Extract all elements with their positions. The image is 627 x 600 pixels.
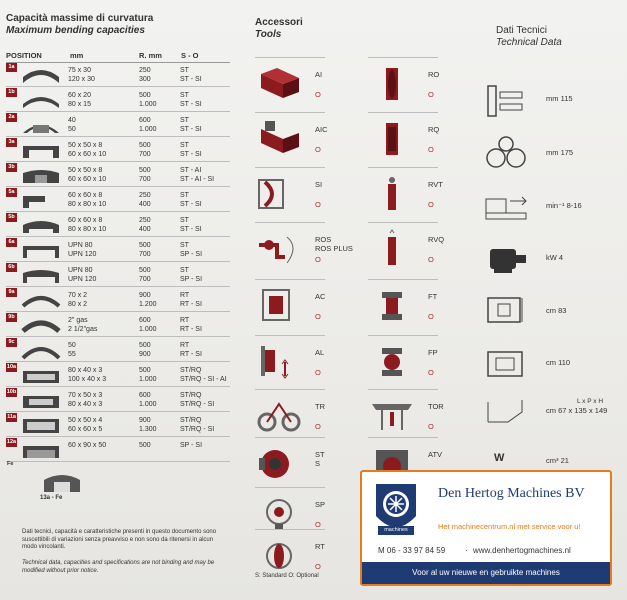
tool-image-icon bbox=[368, 396, 422, 434]
table-row bbox=[6, 63, 230, 87]
table-row bbox=[6, 438, 230, 462]
tool-rq bbox=[368, 115, 478, 163]
tool-image-icon bbox=[255, 444, 309, 482]
tool-fp bbox=[368, 338, 478, 386]
profile-section-icon bbox=[19, 290, 63, 310]
company-website: www.denhertogmachines.nl bbox=[473, 546, 571, 555]
tech-value: cm 67 x 135 x 149 bbox=[546, 406, 608, 415]
radius-mm: 600 1.000 bbox=[139, 392, 157, 408]
tool-availability: O bbox=[315, 200, 321, 209]
radius-mm: 600 1.000 bbox=[139, 117, 157, 133]
tool-ros bbox=[255, 225, 365, 273]
tool-code: RVQ bbox=[428, 235, 445, 244]
standard-optional: ST/RQ ST/RQ - SI bbox=[180, 417, 215, 433]
standard-optional: ST ST - SI bbox=[180, 192, 202, 208]
tool-availability: O bbox=[315, 255, 321, 264]
tech-spec-icon bbox=[482, 239, 538, 279]
position-badge: 3b bbox=[6, 163, 17, 172]
tech-value: cm 83 bbox=[546, 306, 567, 315]
tech-title-it: Dati Tecnici bbox=[496, 25, 547, 36]
standard-optional: ST ST - SI bbox=[180, 117, 202, 133]
tool-availability: O bbox=[315, 312, 321, 321]
tool-availability: O bbox=[428, 312, 434, 321]
tech-spec-icon bbox=[482, 187, 538, 227]
tool-image-icon bbox=[255, 536, 309, 574]
position-badge: 6b bbox=[6, 263, 17, 272]
tech-spec-icon bbox=[482, 80, 538, 120]
tool-si bbox=[255, 170, 365, 218]
profile-section-icon bbox=[19, 415, 63, 435]
standard-optional: RT RT - SI bbox=[180, 342, 202, 358]
radius-mm: 500 bbox=[139, 442, 151, 449]
radius-mm: 250 400 bbox=[139, 217, 151, 233]
tool-availability: O bbox=[428, 368, 434, 377]
tools-title-en: Tools bbox=[255, 29, 282, 40]
tech-value: min⁻¹ 8-16 bbox=[546, 201, 582, 210]
tool-code: FT bbox=[428, 292, 438, 301]
radius-mm: 500 1.000 bbox=[139, 367, 157, 383]
tool-availability: O bbox=[428, 255, 434, 264]
profile-13a-icon bbox=[40, 472, 84, 494]
table-row bbox=[6, 263, 230, 287]
tool-code: RO bbox=[428, 70, 440, 79]
table-row bbox=[6, 413, 230, 437]
tool-availability: O bbox=[315, 562, 321, 571]
badge-13a: 13a - Fe bbox=[40, 495, 63, 501]
dimension-mm: 40 50 bbox=[68, 117, 76, 133]
standard-optional: RT RT - SI bbox=[180, 317, 202, 333]
tech-value: cm³ 21 bbox=[546, 456, 569, 465]
dealer-logo-card bbox=[360, 470, 612, 586]
standard-optional: ST/RQ ST/RQ - SI bbox=[180, 392, 215, 408]
col-mm: mm bbox=[70, 51, 84, 60]
tool-availability: O bbox=[315, 422, 321, 431]
profile-section-icon bbox=[19, 390, 63, 410]
tool-image-icon bbox=[255, 342, 309, 380]
tool-image-icon bbox=[255, 229, 309, 267]
dimension-mm: 50 55 bbox=[68, 342, 76, 358]
tool-image-icon bbox=[368, 119, 422, 157]
tool-code: ATV bbox=[428, 450, 443, 459]
table-row bbox=[6, 138, 230, 162]
tech-item bbox=[482, 290, 622, 336]
dimension-mm: 60 x 90 x 50 bbox=[68, 442, 107, 449]
radius-mm: 500 700 bbox=[139, 142, 151, 158]
position-badge: 2a bbox=[6, 113, 17, 122]
tech-sub: L x P x H bbox=[577, 398, 604, 405]
tool-code: AI bbox=[315, 70, 323, 79]
bending-title-en: Maximum bending capacities bbox=[6, 25, 145, 36]
radius-mm: 500 700 bbox=[139, 242, 151, 258]
standard-optional: ST ST - SI bbox=[180, 92, 202, 108]
dimension-mm: UPN 80 UPN 120 bbox=[68, 242, 97, 258]
table-row bbox=[6, 313, 230, 337]
radius-mm: 900 1.200 bbox=[139, 292, 157, 308]
position-badge: 12a bbox=[6, 439, 17, 445]
tool-availability: O bbox=[428, 422, 434, 431]
dimension-mm: UPN 80 UPN 120 bbox=[68, 267, 97, 283]
tool-code: RT bbox=[315, 542, 325, 551]
table-row bbox=[6, 163, 230, 187]
col-rmm: R. mm bbox=[139, 51, 162, 60]
table-row bbox=[6, 188, 230, 212]
tool-code: AL bbox=[315, 348, 325, 357]
standard-optional: ST SP - SI bbox=[180, 242, 203, 258]
tool-al bbox=[255, 338, 365, 386]
position-badge: 6a bbox=[6, 238, 17, 247]
tool-image-icon bbox=[255, 494, 309, 532]
tool-image-icon bbox=[368, 342, 422, 380]
tool-code: ROS ROS PLUS bbox=[315, 235, 353, 253]
tool-ac bbox=[255, 282, 365, 330]
dimension-mm: 75 x 30 120 x 30 bbox=[68, 67, 95, 83]
company-banner: Voor al uw nieuwe en gebruikte machines bbox=[362, 562, 610, 584]
tool-tor bbox=[368, 392, 478, 440]
tech-item bbox=[482, 185, 622, 231]
badge-fe: Fe bbox=[7, 461, 14, 467]
profile-section-icon bbox=[19, 240, 63, 260]
tool-aic bbox=[255, 115, 365, 163]
table-row bbox=[6, 238, 230, 262]
tool-availability: O bbox=[315, 368, 321, 377]
tech-spec-icon bbox=[482, 134, 538, 174]
position-badge: 11a bbox=[7, 414, 16, 420]
tech-item bbox=[482, 342, 622, 388]
dimension-mm: 50 x 50 x 4 60 x 60 x 5 bbox=[68, 417, 103, 433]
table-row bbox=[6, 388, 230, 412]
tool-code: SI bbox=[315, 180, 323, 189]
table-row bbox=[6, 213, 230, 237]
dimension-mm: 2" gas 2 1/2"gas bbox=[68, 317, 98, 333]
standard-optional: ST ST - SI bbox=[180, 142, 202, 158]
standard-optional: RT RT - SI bbox=[180, 292, 202, 308]
profile-section-icon bbox=[19, 365, 63, 385]
tech-value: cm 110 bbox=[546, 358, 571, 367]
tool-image-icon bbox=[368, 286, 422, 324]
tool-tr bbox=[255, 392, 365, 440]
tech-item bbox=[482, 132, 622, 178]
dimension-mm: 70 x 50 x 3 80 x 40 x 3 bbox=[68, 392, 103, 408]
profile-section-icon bbox=[19, 265, 63, 285]
position-badge: 5a bbox=[6, 188, 17, 197]
profile-section-icon bbox=[19, 140, 63, 160]
profile-section-icon bbox=[19, 115, 63, 135]
company-phone: M 06 - 33 97 84 59 bbox=[378, 546, 446, 555]
dimension-mm: 60 x 60 x 8 80 x 80 x 10 bbox=[68, 217, 107, 233]
position-badge: 9a bbox=[6, 288, 17, 297]
disclaimer-it: Dati tecnici, capacità e caratteristiche presenti in questo documento sono suscettibili di variazioni senza preavviso e non sono da ritenersi in alcun modo vincolanti. bbox=[22, 529, 217, 550]
tool-availability: O bbox=[315, 90, 321, 99]
tool-image-icon bbox=[368, 174, 422, 212]
profile-section-icon bbox=[19, 165, 63, 185]
tool-ro bbox=[368, 60, 478, 108]
tech-spec-icon bbox=[482, 344, 538, 384]
standard-optional: ST/RQ ST/RQ - SI - AI bbox=[180, 367, 227, 383]
tech-sub: W bbox=[494, 452, 505, 464]
tool-ai bbox=[255, 60, 365, 108]
dimension-mm: 50 x 50 x 8 60 x 60 x 10 bbox=[68, 142, 107, 158]
table-row bbox=[6, 338, 230, 362]
profile-section-icon bbox=[19, 215, 63, 235]
tools-legend: S: Standard O: Optional bbox=[255, 573, 319, 579]
tech-title-en: Technical Data bbox=[496, 37, 562, 48]
tool-availability: O bbox=[428, 200, 434, 209]
standard-optional: ST ST - SI bbox=[180, 217, 202, 233]
disclaimer-en: Technical data, capacities and specifications are not binding and may be modified without prior notice. bbox=[22, 560, 215, 574]
standard-optional: ST ST - SI bbox=[180, 67, 202, 83]
tool-code: RQ bbox=[428, 125, 440, 134]
radius-mm: 500 900 bbox=[139, 342, 151, 358]
position-badge: 9b bbox=[6, 313, 17, 322]
tool-code: RVT bbox=[428, 180, 443, 189]
tool-availability: O bbox=[315, 520, 321, 529]
tool-sp bbox=[255, 490, 365, 538]
profile-section-icon bbox=[19, 340, 63, 360]
tool-image-icon bbox=[368, 229, 422, 267]
radius-mm: 600 1.000 bbox=[139, 317, 157, 333]
tech-value: kW 4 bbox=[546, 253, 564, 262]
tool-st bbox=[255, 440, 365, 488]
tool-code: AIC bbox=[315, 125, 328, 134]
tool-image-icon bbox=[368, 64, 422, 102]
table-row bbox=[6, 363, 230, 387]
radius-mm: 500 1.000 bbox=[139, 92, 157, 108]
col-position: POSITION bbox=[6, 51, 42, 60]
bending-title-it: Capacità massime di curvatura bbox=[6, 13, 154, 24]
dealer-emblem-icon bbox=[372, 482, 420, 540]
tech-item bbox=[482, 78, 622, 124]
tool-code: ST S bbox=[315, 450, 325, 468]
position-badge: 10b bbox=[6, 389, 17, 395]
dimension-mm: 70 x 2 80 x 2 bbox=[68, 292, 88, 308]
radius-mm: 900 1.300 bbox=[139, 417, 157, 433]
tool-rvq bbox=[368, 225, 478, 273]
tool-image-icon bbox=[255, 286, 309, 324]
tech-value: mm 115 bbox=[546, 94, 573, 103]
company-tagline: Het machinecentrum.nl met service voor u! bbox=[438, 522, 581, 531]
tech-value: mm 175 bbox=[546, 148, 574, 157]
company-name: Den Hertog Machines BV bbox=[438, 486, 585, 501]
dimension-mm: 80 x 40 x 3 100 x 40 x 3 bbox=[68, 367, 107, 383]
profile-section-icon bbox=[19, 440, 63, 460]
standard-optional: ST SP - SI bbox=[180, 267, 203, 283]
table-row bbox=[6, 88, 230, 112]
tool-availability: O bbox=[428, 90, 434, 99]
profile-section-icon bbox=[19, 90, 63, 110]
tool-availability: O bbox=[428, 145, 434, 154]
tool-ft bbox=[368, 282, 478, 330]
standard-optional: SP - SI bbox=[180, 442, 203, 449]
tool-availability: O bbox=[315, 145, 321, 154]
tool-code: FP bbox=[428, 348, 438, 357]
tech-spec-icon bbox=[482, 392, 538, 432]
radius-mm: 250 400 bbox=[139, 192, 151, 208]
tech-item bbox=[482, 237, 622, 283]
col-so: S - O bbox=[181, 51, 199, 60]
contact-separator: · bbox=[465, 546, 468, 555]
tool-code: TR bbox=[315, 402, 325, 411]
dimension-mm: 60 x 60 x 8 80 x 80 x 10 bbox=[68, 192, 107, 208]
position-badge: 9c bbox=[6, 338, 17, 347]
tool-image-icon bbox=[255, 174, 309, 212]
profile-section-icon bbox=[19, 315, 63, 335]
radius-mm: 250 300 bbox=[139, 67, 151, 83]
tool-image-icon bbox=[255, 64, 309, 102]
position-badge: 1b bbox=[6, 88, 17, 97]
tool-code: AC bbox=[315, 292, 326, 301]
tool-rvt bbox=[368, 170, 478, 218]
radius-mm: 500 700 bbox=[139, 167, 151, 183]
profile-section-icon bbox=[19, 190, 63, 210]
tool-code: TOR bbox=[428, 402, 444, 411]
tool-code: SP bbox=[315, 500, 326, 509]
position-badge: 10a bbox=[6, 364, 17, 370]
position-badge: 1a bbox=[6, 63, 17, 72]
tool-image-icon bbox=[255, 396, 309, 434]
tech-item bbox=[482, 390, 622, 436]
emblem-ribbon: machines bbox=[384, 527, 408, 533]
position-badge: 5b bbox=[6, 213, 17, 222]
position-badge: 3a bbox=[6, 138, 17, 147]
dimension-mm: 60 x 20 80 x 15 bbox=[68, 92, 91, 108]
radius-mm: 500 700 bbox=[139, 267, 151, 283]
dimension-mm: 50 x 50 x 8 60 x 60 x 10 bbox=[68, 167, 107, 183]
standard-optional: ST - AI ST - AI - SI bbox=[180, 167, 215, 183]
profile-section-icon bbox=[19, 65, 63, 85]
tool-image-icon bbox=[255, 119, 309, 157]
table-row bbox=[6, 113, 230, 137]
tech-spec-icon bbox=[482, 292, 538, 332]
table-row bbox=[6, 288, 230, 312]
tools-title-it: Accessori bbox=[255, 17, 303, 28]
